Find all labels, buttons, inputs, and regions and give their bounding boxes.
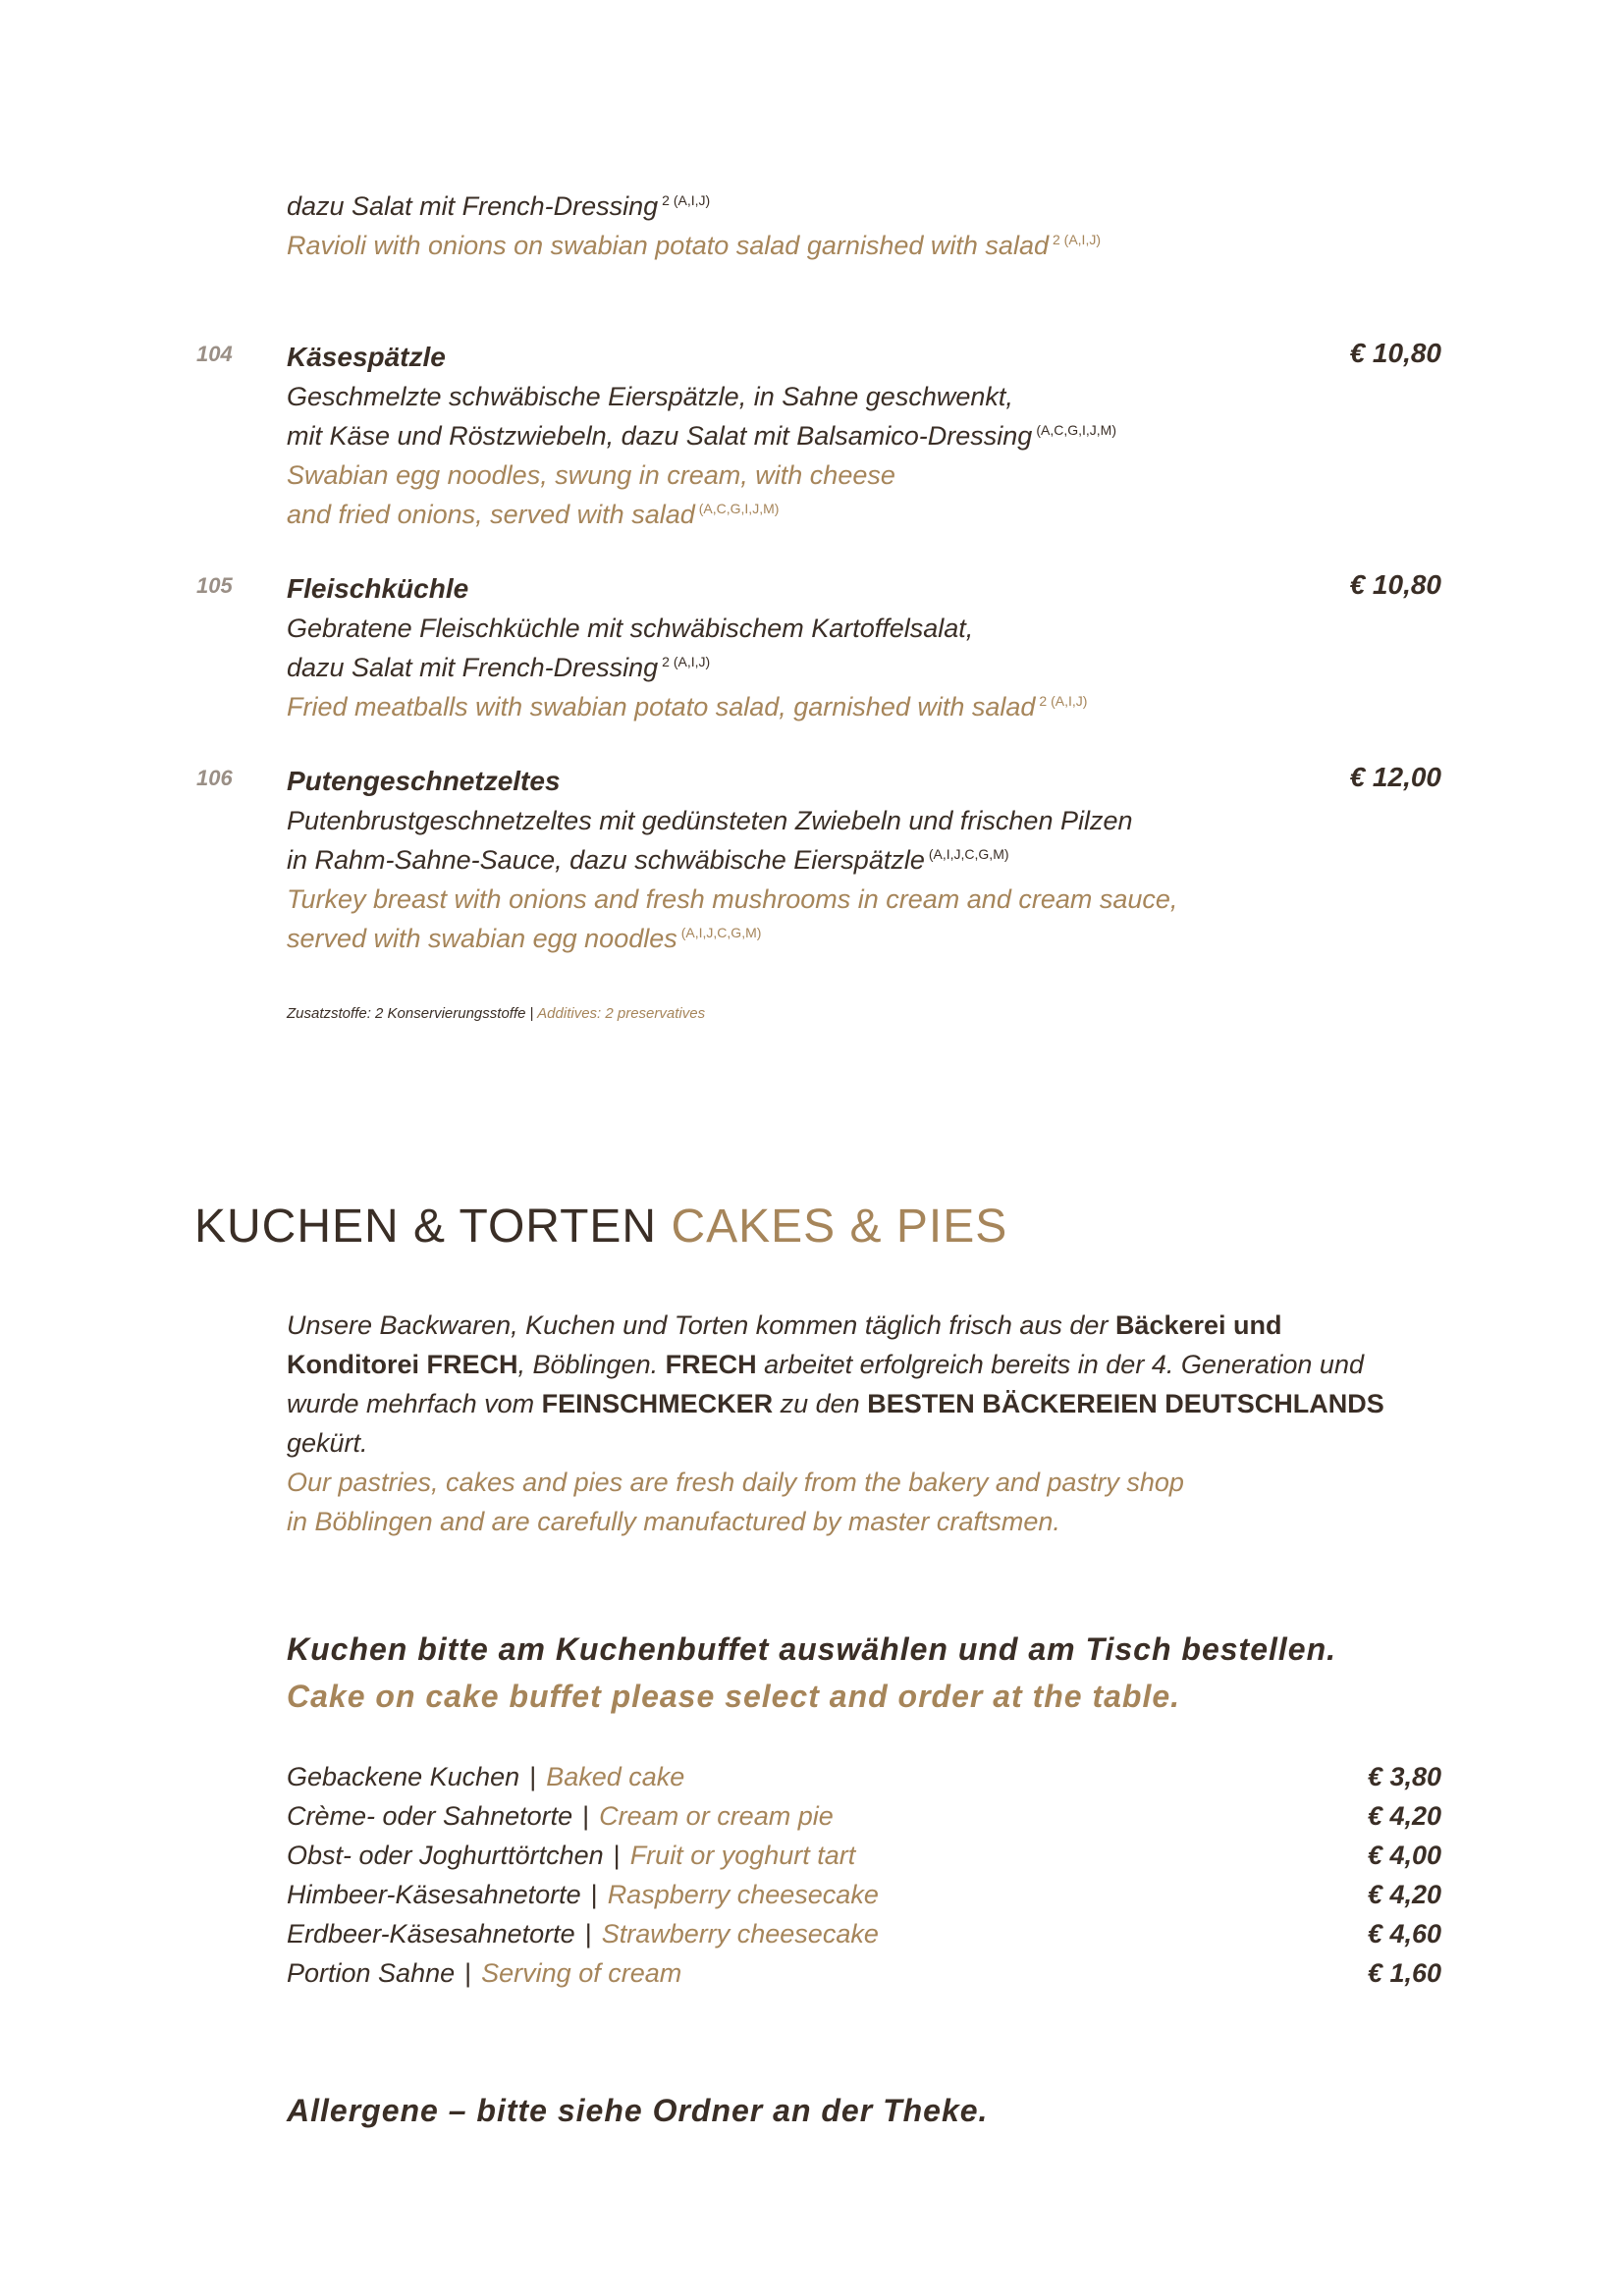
cake-price: € 3,80 — [1367, 1762, 1441, 1791]
bakery-description-de: Unsere Backwaren, Kuchen und Torten kommen täglich frisch aus der Bäckerei und Konditorei FRECH, Böblingen. FRECH arbeitet erfolgreich bereits in der 4. Generation und wurde mehrfach vom FEINSCHMECKER zu den BESTEN BÄCKEREIEN DEUTSCHLANDS gekürt. — [287, 1310, 1384, 1458]
cake-name-de: Erdbeer-Käsesahnetorte — [287, 1919, 575, 1949]
dish-price: € 10,80 — [1349, 569, 1441, 600]
dish-number: 106 — [196, 766, 233, 790]
allergen-codes: (A,I,J,C,G,M) — [680, 925, 762, 940]
allergen-note: Allergene – bitte siehe Ordner an der Theke. — [287, 2093, 989, 2128]
dish-title: Fleischküchle — [287, 573, 469, 604]
dish-description-de: dazu Salat mit French-Dressing $^{2 (A,I,J)}$ — [287, 653, 711, 682]
footnote-separator: | — [529, 1005, 534, 1022]
cake-row — [287, 1953, 1441, 1993]
cake-row — [287, 1796, 1441, 1836]
cake-price: € 4,20 — [1367, 1880, 1441, 1909]
cake-separator: | — [464, 1958, 472, 1988]
dish-description-de: Putenbrustgeschnetzeltes mit gedünsteten Zwiebeln und frischen Pilzen — [287, 806, 1133, 835]
allergen-codes: (A,I,J,C,G,M) — [928, 846, 1009, 862]
dish-description-en: Ravioli with onions on swabian potato salad garnished with salad $^{2 (A,I,J)}$ — [287, 231, 1101, 260]
section-title — [194, 1200, 1007, 1254]
cake-name-de: Crème- oder Sahnetorte — [287, 1801, 573, 1831]
cake-price-list — [287, 1757, 1441, 1993]
dish-price: € 12,00 — [1349, 762, 1441, 792]
cake-separator: | — [529, 1762, 537, 1791]
cake-name-de: Himbeer-Käsesahnetorte — [287, 1880, 581, 1909]
dish-description-de: Geschmelzte schwäbische Eierspätzle, in Sahne geschwenkt, — [287, 382, 1013, 411]
bakery-description-en-line: in Böblingen and are carefully manufactured by master craftsmen. — [287, 1507, 1060, 1536]
footnote-de: Zusatzstoffe: 2 Konservierungsstoffe — [287, 1005, 526, 1022]
section-title-de: KUCHEN & TORTEN — [194, 1201, 658, 1253]
cake-name-de: Portion Sahne — [287, 1958, 456, 1988]
dish-description-de: in Rahm-Sahne-Sauce, dazu schwäbische Eierspätzle $^{(A,I,J,C,G,M)}$ — [287, 845, 1009, 875]
allergen-codes: (A,C,G,I,J,M) — [1036, 422, 1116, 438]
cake-name-en: Serving of cream — [481, 1958, 682, 1988]
instructions-de: Kuchen bitte am Kuchenbuffet auswählen und am Tisch bestellen. — [287, 1631, 1336, 1667]
cake-order-instructions — [287, 1626, 1336, 1720]
cake-name-de: Obst- oder Joghurttörtchen — [287, 1841, 604, 1870]
dish-description-de: dazu Salat mit French-Dressing $^{2 (A,I,J)}$ — [287, 191, 711, 221]
dish-description-en: and fried onions, served with salad $^{(A,C,G,I,J,M)}$ — [287, 500, 780, 529]
allergen-codes: 2 (A,I,J) — [1052, 232, 1101, 247]
dish-price: € 10,80 — [1349, 338, 1441, 368]
cake-price: € 4,60 — [1367, 1919, 1441, 1949]
dish-title: Käsespätzle — [287, 342, 446, 372]
section-title-en: CAKES & PIES — [671, 1201, 1008, 1253]
cake-name-en: Raspberry cheesecake — [607, 1880, 879, 1909]
cake-row — [287, 1836, 1441, 1875]
dish-description-en: Fried meatballs with swabian potato salad, garnished with salad $^{2 (A,I,J)}$ — [287, 692, 1088, 721]
cake-price: € 4,00 — [1367, 1841, 1441, 1870]
cake-price: € 4,20 — [1367, 1801, 1441, 1831]
cake-name-en: Baked cake — [546, 1762, 685, 1791]
dish-number: 104 — [196, 342, 233, 366]
cake-separator: | — [582, 1801, 590, 1831]
instructions-en: Cake on cake buffet please select and order at the table. — [287, 1679, 1181, 1714]
bakery-description — [287, 1306, 1386, 1541]
cake-price: € 1,60 — [1367, 1958, 1441, 1988]
allergen-codes: 2 (A,I,J) — [662, 192, 711, 208]
dish-description-de: mit Käse und Röstzwiebeln, dazu Salat mit Balsamico-Dressing $^{(A,C,G,I,J,M)}$ — [287, 421, 1116, 451]
dish-title: Putengeschnetzeltes — [287, 766, 561, 796]
dish-description-de: Gebratene Fleischküchle mit schwäbischem Kartoffelsalat, — [287, 614, 974, 643]
cake-row — [287, 1875, 1441, 1914]
previous-dish-continuation — [287, 187, 1101, 265]
cake-name-en: Fruit or yoghurt tart — [629, 1841, 856, 1870]
cake-name-en: Cream or cream pie — [599, 1801, 834, 1831]
bakery-description-en-line: Our pastries, cakes and pies are fresh daily from the bakery and pastry shop — [287, 1468, 1184, 1497]
dish-description-en: served with swabian egg noodles $^{(A,I,J,C,G,M)}$ — [287, 924, 762, 953]
allergen-codes: (A,C,G,I,J,M) — [698, 501, 780, 516]
additives-footnote — [287, 1005, 705, 1022]
dish-number: 105 — [196, 573, 233, 598]
cake-separator: | — [584, 1919, 592, 1949]
cake-name-de: Gebackene Kuchen — [287, 1762, 520, 1791]
allergen-codes: 2 (A,I,J) — [662, 654, 711, 669]
dish-description-en: Swabian egg noodles, swung in cream, with cheese — [287, 460, 895, 490]
footnote-en: Additives: 2 preservatives — [537, 1005, 706, 1022]
dish-description-en: Turkey breast with onions and fresh mushrooms in cream and cream sauce, — [287, 884, 1178, 914]
cake-separator: | — [590, 1880, 598, 1909]
allergen-codes: 2 (A,I,J) — [1039, 693, 1088, 709]
cake-name-en: Strawberry cheesecake — [601, 1919, 879, 1949]
cake-row — [287, 1914, 1441, 1953]
cake-separator: | — [613, 1841, 621, 1870]
cake-row — [287, 1757, 1441, 1796]
